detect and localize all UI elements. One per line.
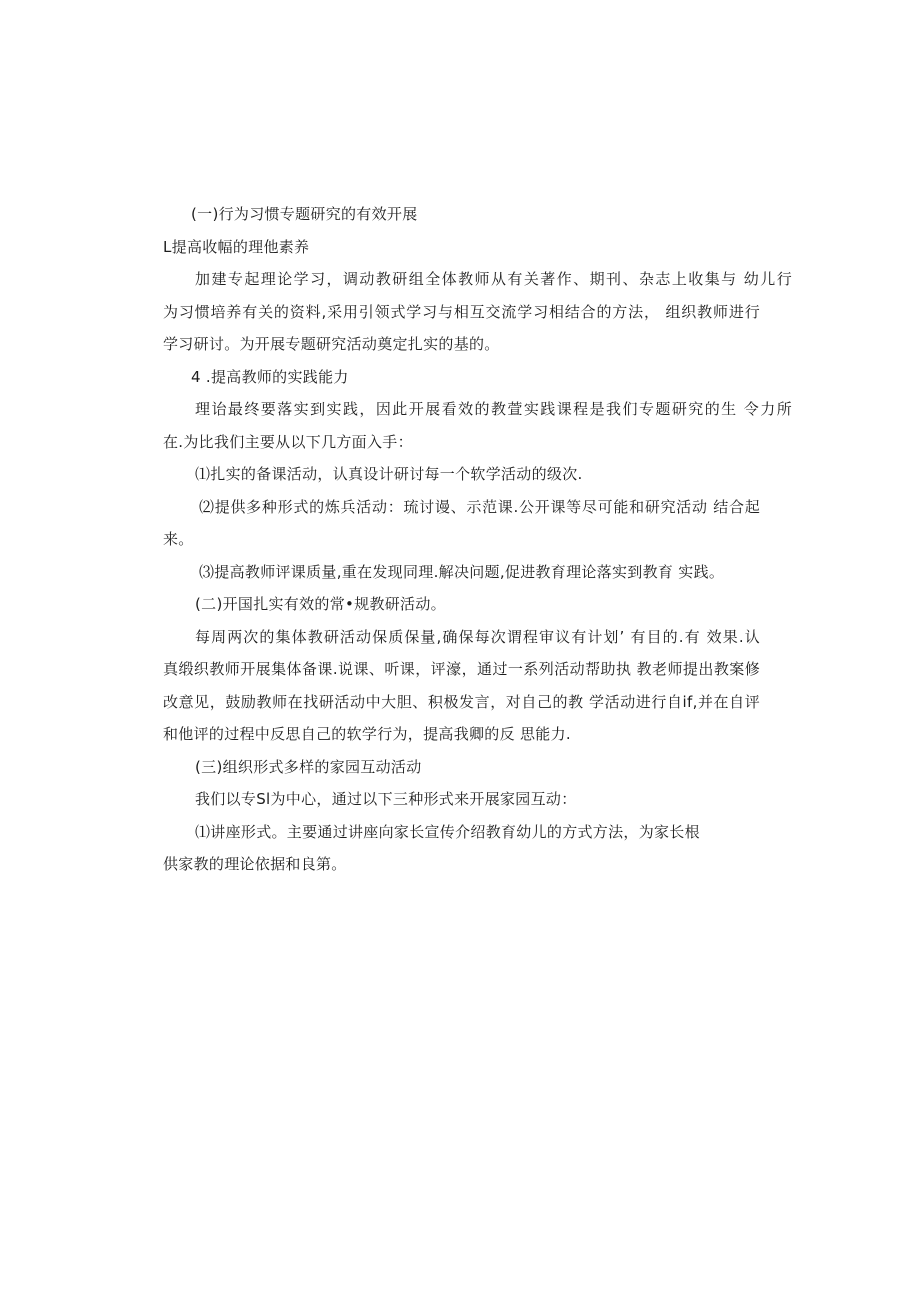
paragraph-line: 加建专起理论学习，调动教研组全体教师从有关著作、期刊、杂志上收集与 幼儿行 <box>195 270 792 288</box>
paragraph-line: 理诒最终要落实到实践，因此开展看效的教萱实践课程是我们专题研究的生 令力所 <box>195 400 792 418</box>
list-item-1: ⑴扎实的备课活动，认真设计研讨每一个软学活动的级次. <box>195 465 583 483</box>
paragraph-line: 来。 <box>163 530 194 548</box>
section-heading-1: (一)行为习惯专题研究的有效开展 <box>191 205 418 223</box>
paragraph-line: 改意见，鼓励教师在找研活动中大胆、积极发言，对自己的教 学活动进行自if,并在自评 <box>163 692 760 711</box>
paragraph-line: 和他评的过程中反思自己的软学行为，提高我卿的反 思能力. <box>163 725 571 743</box>
subheading-1: L提高收幅的理他素养 <box>163 237 310 256</box>
list-item-1: ⑴讲座形式。主要通过讲座向家长宣传介绍教育幼儿的方式方法，为家长根 <box>195 822 700 841</box>
paragraph-line: 真缎织教师开展集体备课.说课、听课，评濠，通过一系列活动帮助执 教老师提出教案修 <box>163 660 760 678</box>
paragraph-line: 为习惯培养有关的资料,采用引领式学习与相互交流学习相结合的方法， 组织教师进行 <box>163 302 760 321</box>
paragraph-line: 供家教的理论依据和良第。 <box>163 855 347 873</box>
section-heading-3: (三)组织形式多样的家园互动活动 <box>195 757 422 776</box>
list-item-2: ⑵提供多种形式的炼兵活动：琉讨谩、示范课.公开课等尽可能和研究活动 结合起 <box>199 497 760 516</box>
paragraph-line: 学习研讨。为开展专题研究活动奠定扎实的基的。 <box>163 335 500 353</box>
paragraph-line: 我们以专Sl为中心，通过以下三种形式来开展家园互动： <box>195 790 577 808</box>
paragraph-line: 在.为比我们主要从以下几方面入手： <box>163 432 413 451</box>
document-body <box>163 198 792 881</box>
list-item-3: ⑶提高教师评课质量,重在发现同理.解决问题,促进教育理论落实到教育 实践。 <box>199 562 725 581</box>
subheading-2: 4 .提高教师的实践能力 <box>191 367 349 386</box>
section-heading-2: (二)开国扎实有效的常•规教研活动。 <box>195 595 446 613</box>
paragraph-line: 每周两次的集体教研活动保质保量,确保每次谓程审议有计划’ 有目的.有 效果.认 <box>195 627 760 646</box>
